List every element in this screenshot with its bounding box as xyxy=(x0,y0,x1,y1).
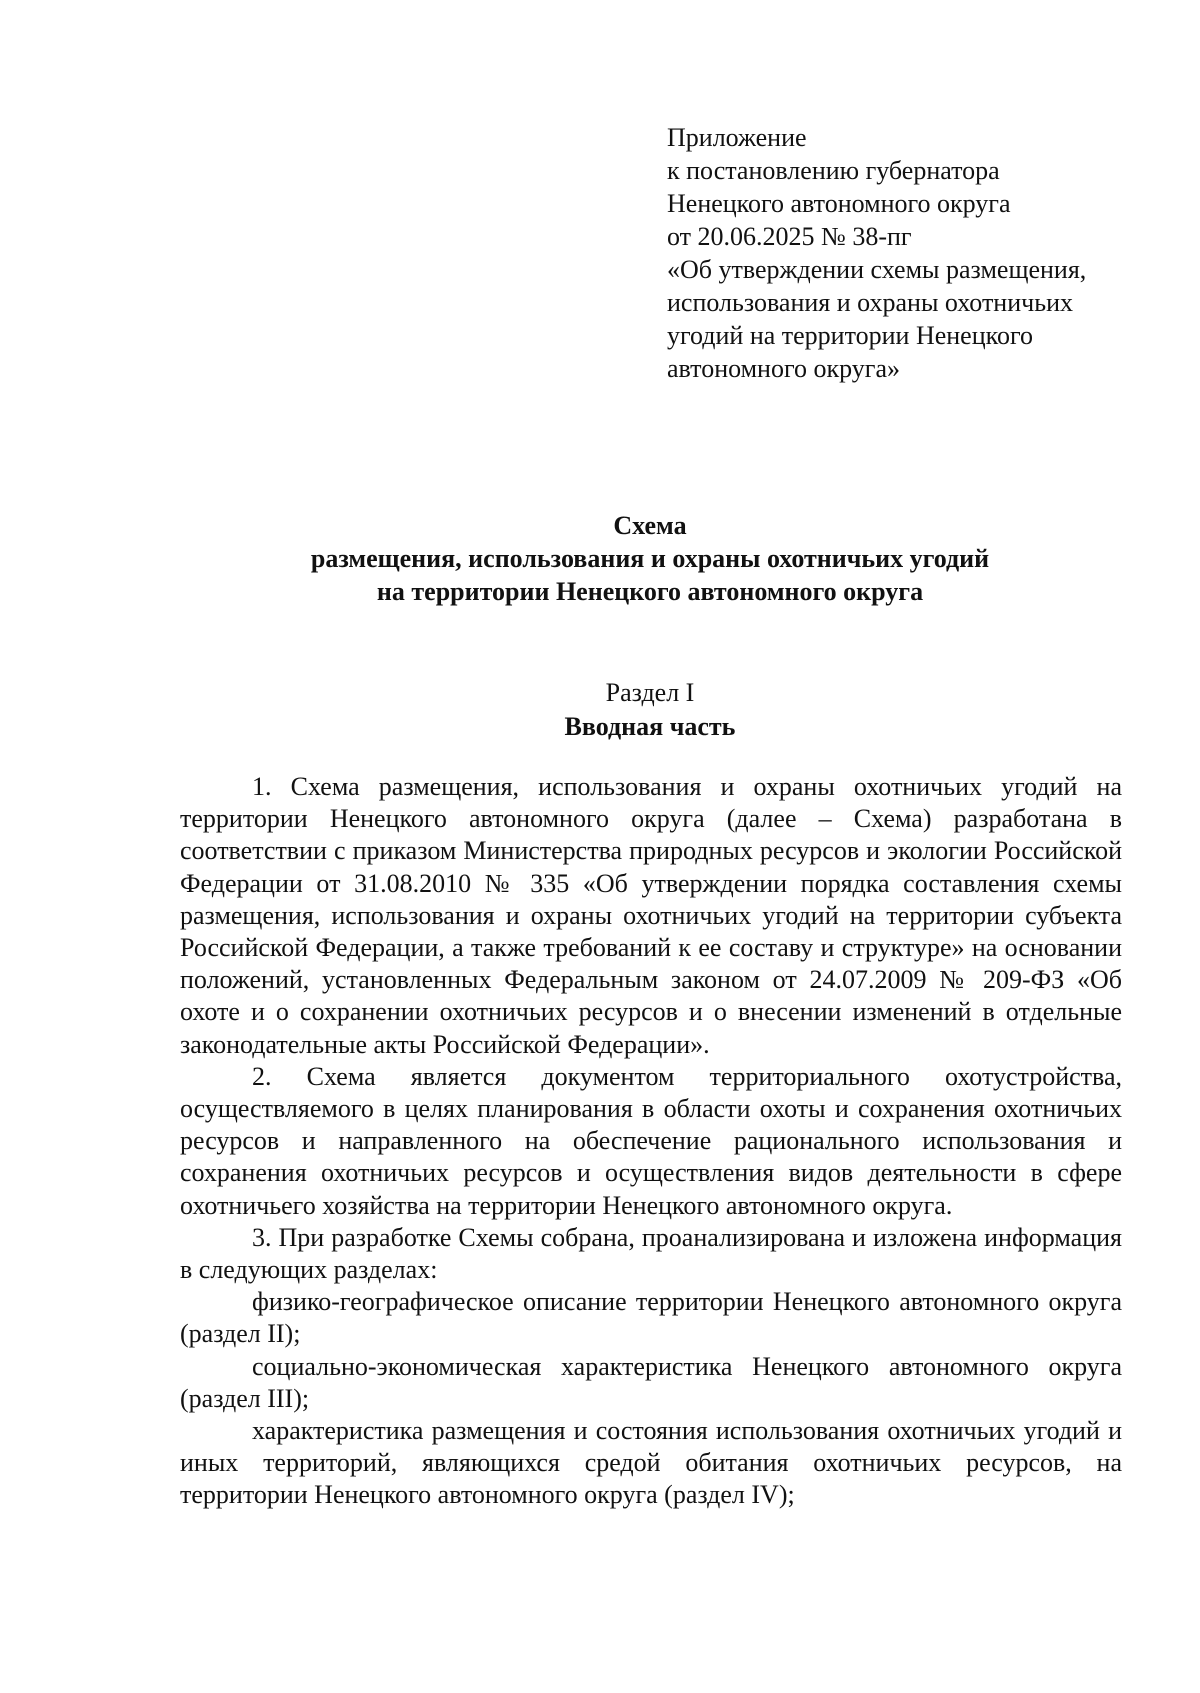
section-heading xyxy=(180,676,1120,744)
paragraph: характеристика размещения и состояния использования охотничьих угодий и иных территорий, являющихся средой обитания охотничьих ресурсов, на территории Ненецкого автономного округа (раздел IV); xyxy=(180,1416,1122,1510)
section-name: Вводная часть xyxy=(564,712,736,741)
annex-line: «Об утверждении схемы размещения, xyxy=(667,255,1087,284)
annex-line: использования и охраны охотничьих xyxy=(667,288,1073,317)
paragraph: 3. При разработке Схемы собрана, проанализирована и изложена информация в следующих разделах: xyxy=(180,1222,1122,1285)
document-title xyxy=(180,509,1120,608)
annex-line: Ненецкого автономного округа xyxy=(667,189,1011,218)
title-line: Схема xyxy=(613,511,687,540)
paragraph: 1. Схема размещения, использования и охраны охотничьих угодий на территории Ненецкого автономного округа (далее – Схема) разработана в соответствии с приказом Министерства природных ресурсов и экологии Российской Федерации от 31.08.2010 № 335 «Об утверждении порядка составления схемы размещения, использования и охраны охотничьих угодий на территории субъекта Российской Федерации, а также требований к ее составу и структуре» на основании положений, установленных Федеральным законом от 24.07.2009 № 209-ФЗ «Об охоте и о сохранении охотничьих ресурсов и о внесении изменений в отдельные законодательные акты Российской Федерации». xyxy=(180,772,1122,1059)
paragraph: 2. Схема является документом территориального охотустройства, осуществляемого в целях планирования в области охоты и сохранения охотничьих ресурсов и направленного на обеспечение рационального использования и сохранения охотничьих ресурсов и осуществления видов деятельности в сфере охотничьего хозяйства на территории Ненецкого автономного округа. xyxy=(180,1061,1122,1220)
annex-block xyxy=(667,121,1137,385)
annex-line: к постановлению губернатора xyxy=(667,156,1000,185)
title-line: на территории Ненецкого автономного округа xyxy=(376,577,924,606)
body-text xyxy=(180,771,1122,1512)
annex-line: автономного округа» xyxy=(667,354,900,383)
annex-line: угодий на территории Ненецкого xyxy=(667,321,1033,350)
title-line: размещения, использования и охраны охотничьих угодий xyxy=(310,544,990,573)
annex-line: Приложение xyxy=(667,123,807,152)
paragraph: социально-экономическая характеристика Ненецкого автономного округа (раздел III); xyxy=(180,1351,1122,1413)
annex-line: от 20.06.2025 № 38-пг xyxy=(667,222,912,251)
section-number: Раздел I xyxy=(605,678,695,707)
paragraph: физико-географическое описание территории Ненецкого автономного округа (раздел II); xyxy=(180,1287,1122,1349)
